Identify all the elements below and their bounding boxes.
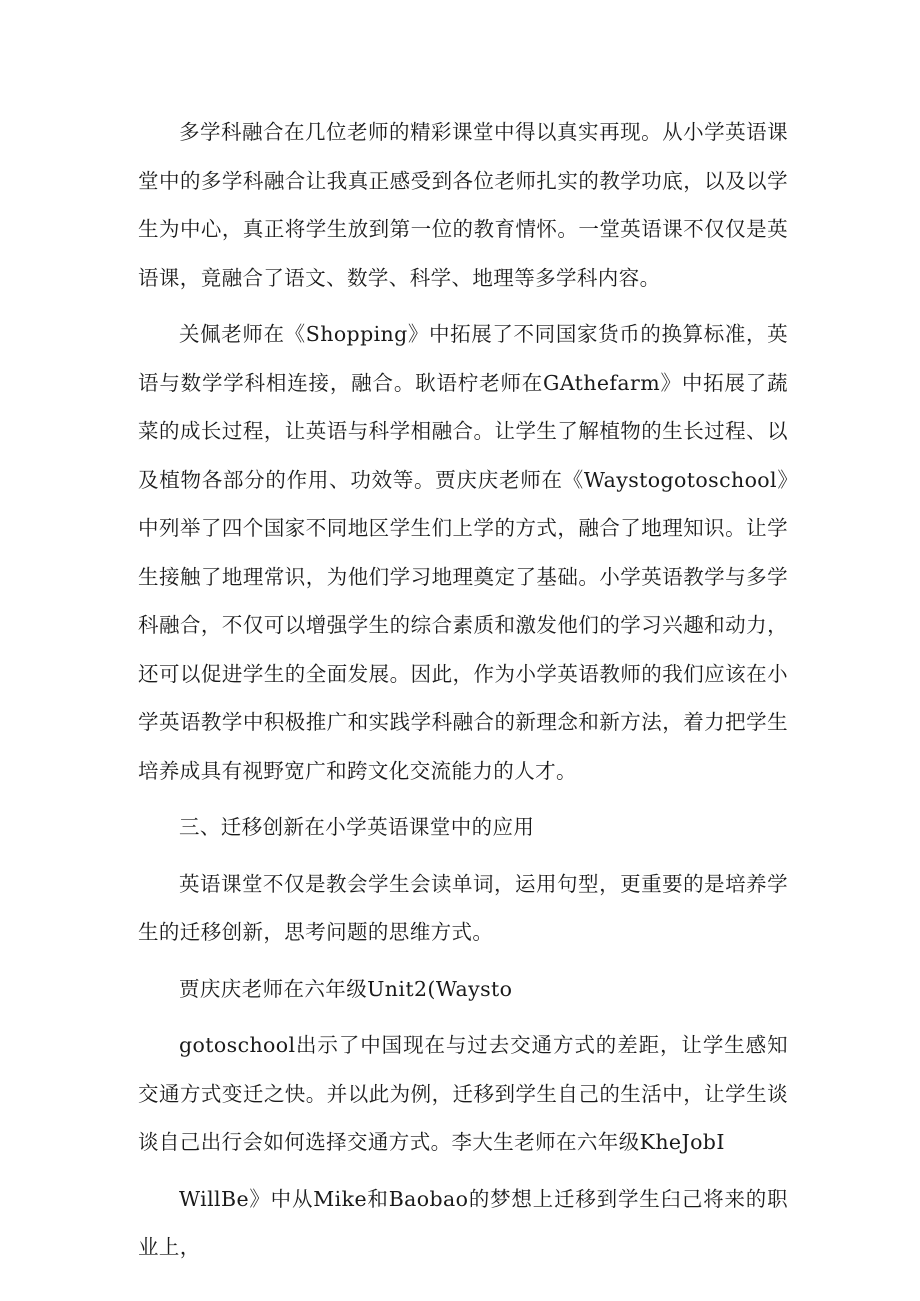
paragraph-1: 多学科融合在几位老师的精彩课堂中得以真实再现。从小学英语课堂中的多学科融合让我真正感受到各位老师扎实的教学功底，以及以学生为中心，真正将学生放到第一位的教育情怀。一堂英语课不仅仅是英语课，竟融合了语文、数学、科学、地理等多学科内容。 xyxy=(138,120,788,290)
paragraph-3: 英语课堂不仅是教会学生会读单词，运用句型，更重要的是培养学生的迁移创新，思考问题的思维方式。 xyxy=(138,871,788,944)
paragraph-6: WillBe》中从Mike和Baobao的梦想上迁移到学生臼己将来的职业上， xyxy=(138,1186,788,1259)
paragraph-2: 关佩老师在《Shopping》中拓展了不同国家货币的换算标准，英语与数学学科相连接，融合。耿语柠老师在GAthefarm》中拓展了蔬菜的成长过程，让英语与科学相融合。让学生了解植物的生长过程、以及植物各部分的作用、功效等。贾庆庆老师在《Waystogotoschool》中列举了四个国家不同地区学生们上学的方式，融合了地理知识。让学生接触了地理常识，为他们学习地理奠定了基础。小学英语教学与多学科融合，不仅可以增强学生的综合素质和激发他们的学习兴趣和动力，还可以促进学生的全面发展。因此，作为小学英语教师的我们应该在小学英语教学中积极推广和实践学科融合的新理念和新方法，着力把学生培养成具有视野宽广和跨文化交流能力的人才。 xyxy=(138,322,788,783)
document-page xyxy=(138,108,788,1272)
paragraph-4: 贾庆庆老师在六年级Unit2(Waysto xyxy=(179,976,513,1001)
section-heading: 三、迁移创新在小学英语课堂中的应用 xyxy=(179,815,535,839)
paragraph-5: gotoschool出示了中国现在与过去交通方式的差距，让学生感知交通方式变迁之快。并以此为例，迁移到学生自己的生活中，让学生谈谈自己出行会如何选择交通方式。李大生老师在六年级KheJobI xyxy=(138,1033,788,1154)
